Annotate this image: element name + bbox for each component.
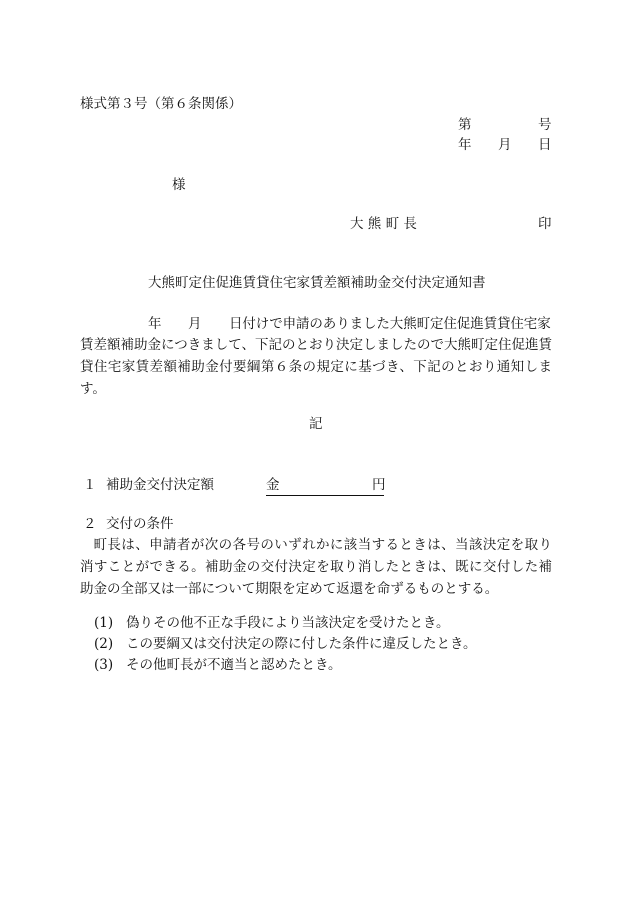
- doc-number-prefix: 第: [458, 117, 472, 133]
- condition-1-number: (1): [94, 615, 114, 631]
- date-month: 月: [498, 137, 512, 153]
- condition-3-text: その他町長が不適当と認めたとき。: [126, 657, 342, 673]
- intro-text-rest: 賃差額補助金につきまして、下記のとおり決定しましたので大熊町定住促進賃貸住宅家賃差額補助金付要綱第６条の規定に基づき、下記のとおり通知します。: [80, 337, 552, 397]
- item1-label: 補助金交付決定額: [106, 477, 214, 493]
- amount-underline: [266, 479, 384, 496]
- item2-number: ２: [83, 516, 97, 532]
- issuer-title: 大 熊 町 長: [350, 216, 417, 232]
- condition-2-text: この要綱又は交付決定の際に付した条件に違反したとき。: [126, 636, 477, 652]
- date-day: 日: [538, 137, 552, 153]
- document-title: 大熊町定住促進賃貸住宅家賃差額補助金交付決定通知書: [148, 275, 486, 291]
- addressee-sama: 様: [172, 177, 186, 193]
- amount-kin: 金: [266, 477, 280, 493]
- item2-body: 町長は、申請者が次の各号のいずれかに該当するときは、当該決定を取り消すことができる。補助金の交付決定を取り消したときは、既に交付した補助金の全部又は一部について期限を定めて返還を命ずるものとする。: [80, 537, 552, 597]
- date-year: 年: [458, 137, 472, 153]
- condition-2-number: (2): [94, 636, 114, 652]
- item1-number: １: [83, 477, 97, 493]
- form-number: 様式第３号（第６条関係）: [80, 96, 242, 112]
- item2-label: 交付の条件: [106, 516, 174, 532]
- intro-text-line1: 日付けで申請のありました大熊町定住促進賃貸住宅家: [229, 316, 551, 332]
- intro-month: 月: [188, 316, 202, 332]
- condition-1-text: 偽りその他不正な手段により当該決定を受けたとき。: [126, 615, 450, 631]
- doc-number-suffix: 号: [538, 117, 552, 133]
- condition-3-number: (3): [94, 657, 114, 673]
- ki-label: 記: [309, 416, 323, 432]
- amount-yen: 円: [372, 477, 386, 493]
- intro-year: 年: [148, 316, 162, 332]
- seal-mark: 印: [538, 216, 552, 232]
